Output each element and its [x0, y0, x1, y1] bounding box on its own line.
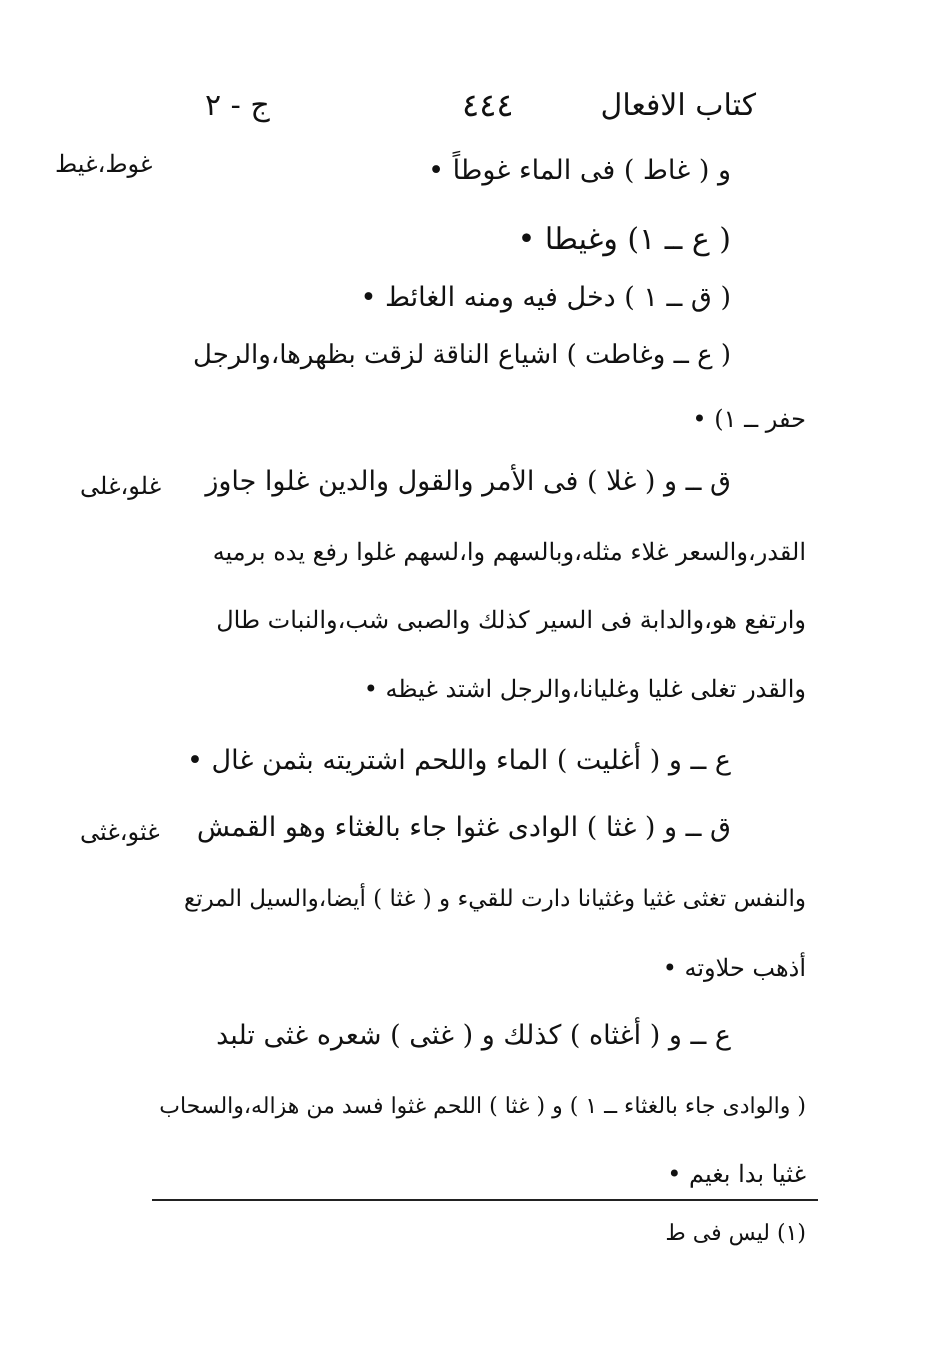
text-line: ( ق ــ ١ ) دخل فيه ومنه الغائط •	[360, 282, 731, 313]
book-title: كتاب الافعال	[600, 88, 756, 123]
footnote: (١) ليس فى ط	[665, 1221, 806, 1246]
text-line: ق ــ و ( غلا ) فى الأمر والقول والدين غلوا جاوز	[205, 466, 731, 497]
margin-note-ghlw: غلو،غلى	[80, 472, 162, 500]
margin-note-ghthw: غثو،غثى	[80, 818, 160, 846]
text-line: والقدر تغلى غليا وغليانا،والرجل اشتد غيظه •	[363, 675, 806, 703]
text-line: و ( غاط ) فى الماء غوطاً •	[428, 155, 731, 186]
volume-part: ج - ٢	[205, 88, 270, 123]
text-line: ( ع ــ وغاطت ) اشياع الناقة لزقت بظهرها،والرجل	[193, 340, 731, 370]
text-line: ق ــ و ( غثا ) الوادى غثوا جاء بالغثاء وهو القمش	[196, 812, 731, 843]
text-line: ع ــ و ( أغليت ) الماء واللحم اشتريته بثمن غال •	[186, 745, 731, 776]
margin-note-ghwt: غوط،غيط	[55, 150, 153, 178]
text-line: وارتفع هو،والدابة فى السير كذلك والصبى شب،والنبات طال	[216, 606, 806, 634]
text-line: القدر،والسعر غلاء مثله،وبالسهم وا،لسهم غلوا رفع يده برميه	[212, 538, 806, 566]
text-line: أذهب حلاوته •	[662, 954, 806, 982]
page-number: ٤٤٤	[462, 86, 514, 124]
text-line: ( والوادى جاء بالغثاء ــ ١ ) و ( غثا ) اللحم غثوا فسد من هزاله،والسحاب	[159, 1094, 806, 1119]
text-line: ( ع ــ ١) وغيطا •	[517, 222, 731, 257]
footnote-rule	[152, 1199, 818, 1201]
text-line: ع ــ و ( أغثاه ) كذلك و ( غثى ) شعره غثى تلبد	[216, 1020, 731, 1051]
text-line: حفر ــ ١) •	[692, 405, 806, 433]
text-line: غثيا بدا بغيم •	[667, 1160, 806, 1188]
text-line: والنفس تغثى غثيا وغثيانا دارت للقيء و ( غثا ) أيضا،والسيل المرتع	[183, 886, 806, 912]
